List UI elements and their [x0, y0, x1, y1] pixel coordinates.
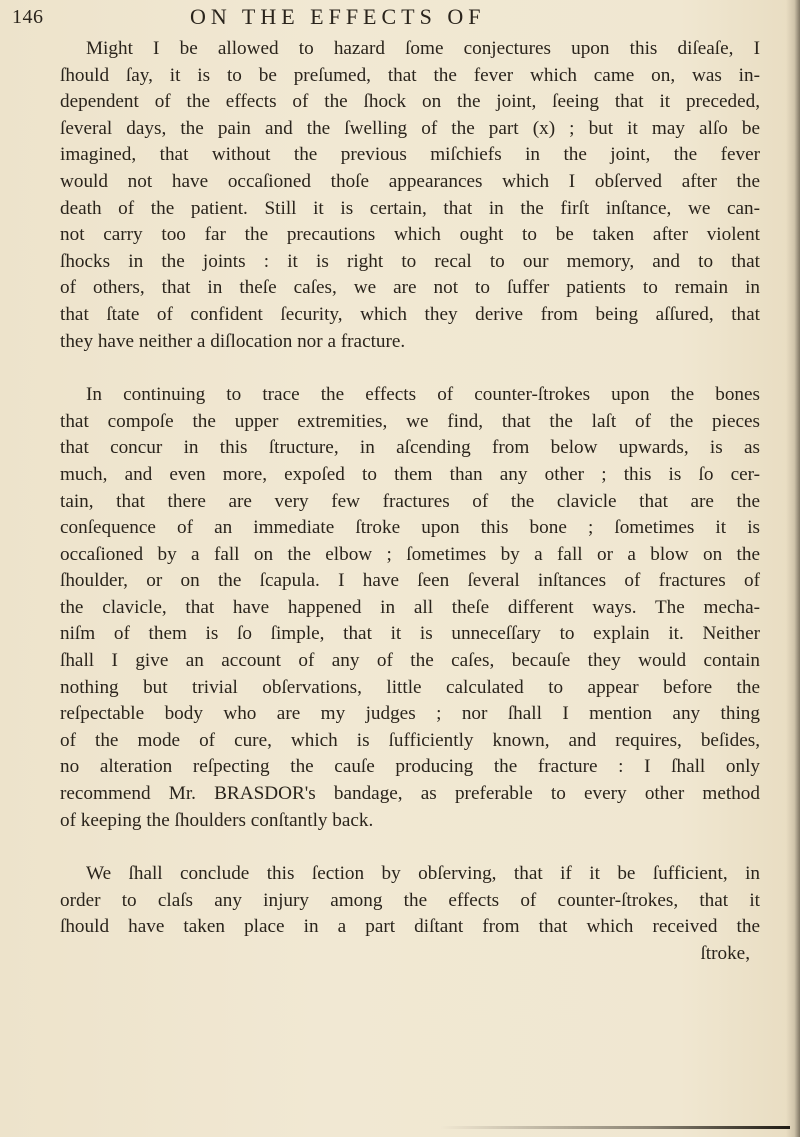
text-line: that compoſe the upper extremities, we find, that the laſt of the pieces	[60, 410, 760, 432]
text-line: ſhocks in the joints : it is right to recal to our memory, and to that	[60, 250, 760, 272]
text-line: ſhould have taken place in a part diſtant from that which received the	[60, 916, 760, 938]
paragraph	[60, 36, 760, 355]
text-line: they have neither a diſlocation nor a fracture.	[60, 330, 406, 352]
text-line: ſhould ſay, it is to be preſumed, that the fever which came on, was in-	[60, 64, 760, 86]
text-line: nothing but trivial obſervations, little calculated to appear before the	[60, 676, 760, 698]
text-line: much, and even more, expoſed to them than any other ; this is ſo cer-	[60, 463, 760, 485]
paragraph-gap	[60, 834, 760, 861]
text-line: ſhall I give an account of any of the caſes, becauſe they would contain	[60, 650, 760, 672]
body-text	[60, 36, 760, 968]
text-line: conſequence of an immediate ſtroke upon this bone ; ſometimes it is	[60, 517, 760, 539]
page-edge-shadow	[786, 0, 800, 1137]
text-line: of others, that in theſe caſes, we are not to ſuffer patients to remain in	[60, 277, 760, 299]
text-line: Might I be allowed to hazard ſome conjectures upon this diſeaſe, I	[86, 38, 760, 59]
text-line: would not have occaſioned thoſe appearances which I obſerved after the	[60, 170, 760, 192]
text-line: dependent of the effects of the ſhock on the joint, ſeeing that it preceded,	[60, 91, 760, 113]
text-line: reſpectable body who are my judges ; nor ſhall I mention any thing	[60, 703, 760, 725]
paragraph	[60, 382, 760, 834]
text-line: In continuing to trace the effects of counter-ſtrokes upon the bones	[86, 384, 760, 406]
text-line: not carry too far the precautions which ought to be taken after violent	[60, 224, 760, 246]
text-line: the clavicle, that have happened in all theſe different ways. The mecha-	[60, 596, 760, 618]
text-line: recommend Mr. BRASDOR's bandage, as preferable to every other method	[60, 783, 760, 805]
text-line: niſm of them is ſo ſimple, that it is unneceſſary to explain it. Neither	[60, 623, 760, 645]
text-line: of the mode of cure, which is ſufficiently known, and requires, beſides,	[60, 729, 760, 751]
paragraph-gap	[60, 355, 760, 382]
catchword: ſtroke,	[700, 943, 750, 964]
page-bottom-shadow	[440, 1126, 790, 1129]
text-line: no alteration reſpecting the cauſe producing the fracture : I ſhall only	[60, 756, 760, 778]
text-line: that concur in this ſtructure, in aſcending from below upwards, is as	[60, 437, 760, 459]
running-head: ON THE EFFECTS OF	[190, 4, 486, 29]
text-line: of keeping the ſhoulders conſtantly back.	[60, 809, 374, 831]
text-line: occaſioned by a fall on the elbow ; ſometimes by a fall or a blow on the	[60, 543, 760, 565]
text-line: We ſhall conclude this ſection by obſerving, that if it be ſufficient, in	[86, 863, 760, 885]
text-line: ſeveral days, the pain and the ſwelling of the part (x) ; but it may alſo be	[60, 117, 760, 139]
text-line: death of the patient. Still it is certain, that in the firſt inſtance, we can-	[60, 197, 760, 219]
text-line: order to claſs any injury among the effects of counter-ſtrokes, that it	[60, 889, 760, 911]
paragraph	[60, 861, 760, 941]
text-line: ſhoulder, or on the ſcapula. I have ſeen ſeveral inſtances of fractures of	[60, 570, 760, 592]
text-line: that ſtate of confident ſecurity, which they derive from being aſſured, that	[60, 303, 760, 325]
text-line: tain, that there are very few fractures of the clavicle that are the	[60, 490, 760, 512]
page-number: 146	[12, 6, 44, 28]
text-line: imagined, that without the previous miſchiefs in the joint, the fever	[60, 144, 760, 166]
